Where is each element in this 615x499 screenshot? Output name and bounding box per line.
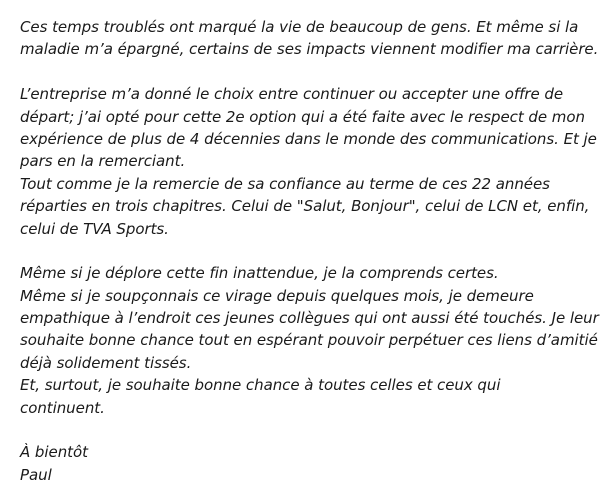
text-line: Même si je soupçonnais ce virage depuis quelques mois, je demeure [20,286,534,305]
text-line: réparties en trois chapitres. Celui de "Salut, Bonjour", celui de LCN et, enfin, [20,197,590,216]
signature-name: Paul [20,465,52,484]
text-line: Même si je déplore cette fin inattendue, je la comprends certes. [20,264,499,283]
paragraph-feelings [20,262,610,419]
paragraph-spacer [20,61,610,83]
text-line: Tout comme je la remercie de sa confiance au terme de ces 22 années [20,174,550,193]
closing-line: À bientôt [20,443,88,462]
paragraph-spacer [20,419,610,441]
text-line: L’entreprise m’a donné le choix entre continuer ou accepter une offre de [20,85,563,104]
text-line: celui de TVA Sports. [20,219,169,238]
text-line: Ces temps troublés ont marqué la vie de beaucoup de gens. Et même si la [20,18,579,36]
paragraph-intro [20,16,610,61]
text-line: continuent. [20,398,105,417]
paragraph-spacer [20,240,610,262]
text-line: expérience de plus de 4 décennies dans le monde des communications. Et je [20,129,597,148]
text-line: empathique à l’endroit ces jeunes collègues qui ont aussi été touchés. Je leur [20,309,599,328]
text-line: départ; j’ai opté pour cette 2e option qui a été faite avec le respect de mon [20,107,585,126]
paragraph-departure [20,83,610,240]
text-line: Et, surtout, je souhaite bonne chance à toutes celles et ceux qui [20,376,501,395]
text-line: déjà solidement tissés. [20,353,192,372]
letter-body [20,16,610,486]
text-line: pars en la remerciant. [20,152,186,171]
text-line: maladie m’a épargné, certains de ses impacts viennent modifier ma carrière. [20,40,599,59]
signature-block [20,441,610,486]
text-line: souhaite bonne chance tout en espérant pouvoir perpétuer ces liens d’amitié [20,331,598,350]
